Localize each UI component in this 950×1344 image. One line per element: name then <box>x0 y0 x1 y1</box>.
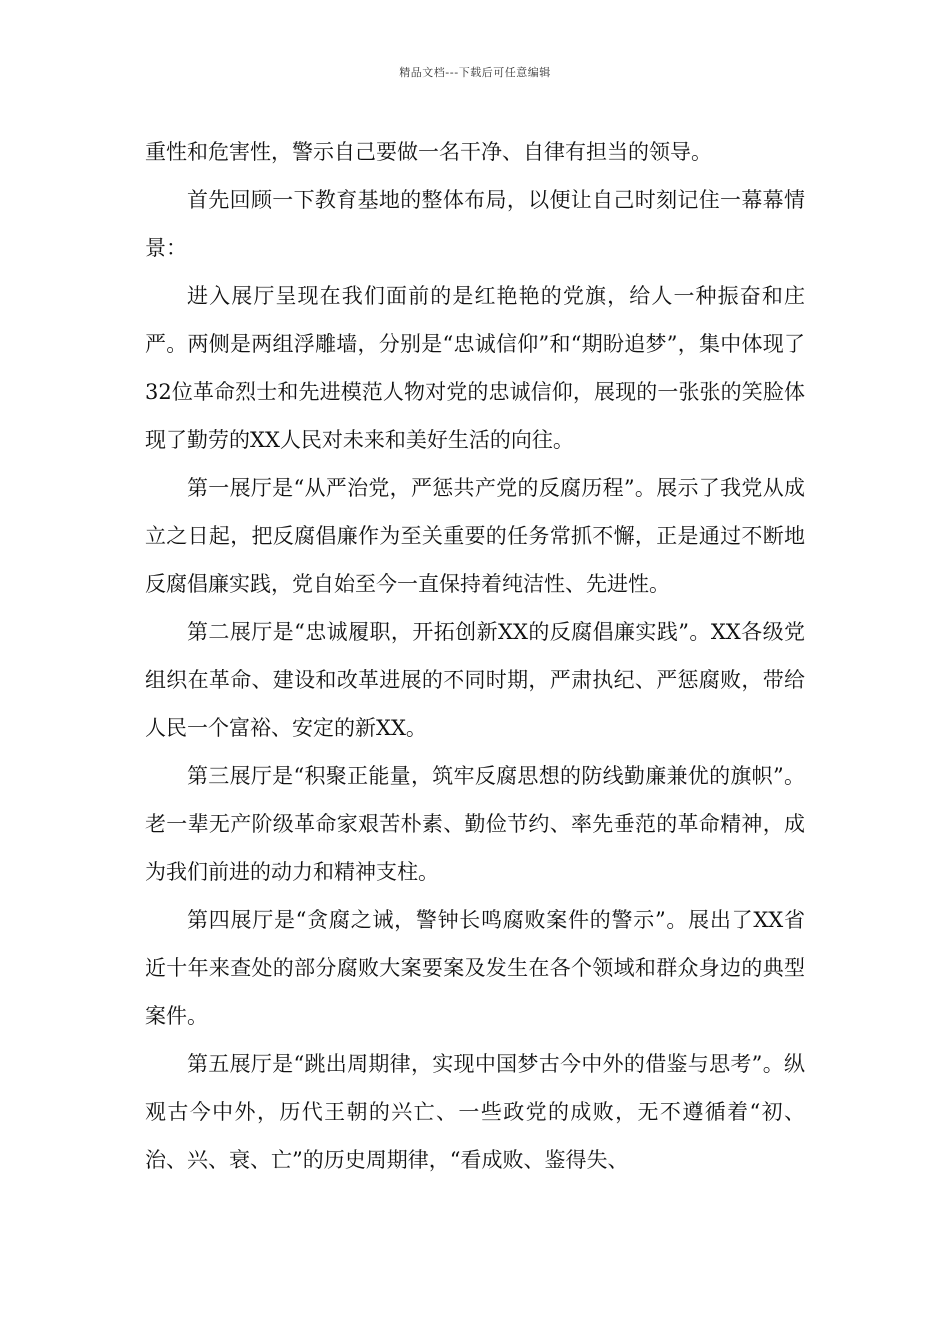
paragraph-hall-five: 第五展厅是“跳出周期律，实现中国梦古今中外的借鉴与思考”。纵观古今中外，历代王朝的兴亡、一些政党的成败，无不遵循着“初、治、兴、衰、亡”的历史周期律，“看成败、鉴得失、 <box>145 1052 805 1172</box>
paragraph-continuation: 重性和危害性，警示自己要做一名干净、自律有担当的领导。 <box>145 140 712 164</box>
page-header: 精品文档---下载后可任意编辑 <box>399 66 551 79</box>
paragraph-entrance-hall: 进入展厅呈现在我们面前的是红艳艳的党旗，给人一种振奋和庄严。两侧是两组浮雕墙，分别是“忠诚信仰”和“期盼追梦”，集中体现了32位革命烈士和先进模范人物对党的忠诚信仰，展现的一张张的笑脸体现了勤劳的XX人民对未来和美好生活的向往。 <box>145 284 805 452</box>
document-body <box>145 128 805 1184</box>
paragraph-hall-two: 第二展厅是“忠诚履职，开拓创新XX的反腐倡廉实践”。XX各级党组织在革命、建设和改革进展的不同时期，严肃执纪、严惩腐败，带给人民一个富裕、安定的新XX。 <box>145 620 805 740</box>
paragraph-hall-three: 第三展厅是“积聚正能量，筑牢反腐思想的防线勤廉兼优的旗帜”。老一辈无产阶级革命家艰苦朴素、勤俭节约、率先垂范的革命精神，成为我们前进的动力和精神支柱。 <box>145 764 805 884</box>
paragraph-hall-one: 第一展厅是“从严治党，严惩共产党的反腐历程”。展示了我党从成立之日起，把反腐倡廉作为至关重要的任务常抓不懈，正是通过不断地反腐倡廉实践，党自始至今一直保持着纯洁性、先进性。 <box>145 476 805 596</box>
paragraph-layout-intro: 首先回顾一下教育基地的整体布局，以便让自己时刻记住一幕幕情景： <box>145 188 805 260</box>
paragraph-hall-four: 第四展厅是“贪腐之诫，警钟长鸣腐败案件的警示”。展出了XX省近十年来查处的部分腐败大案要案及发生在各个领域和群众身边的典型案件。 <box>145 908 805 1028</box>
